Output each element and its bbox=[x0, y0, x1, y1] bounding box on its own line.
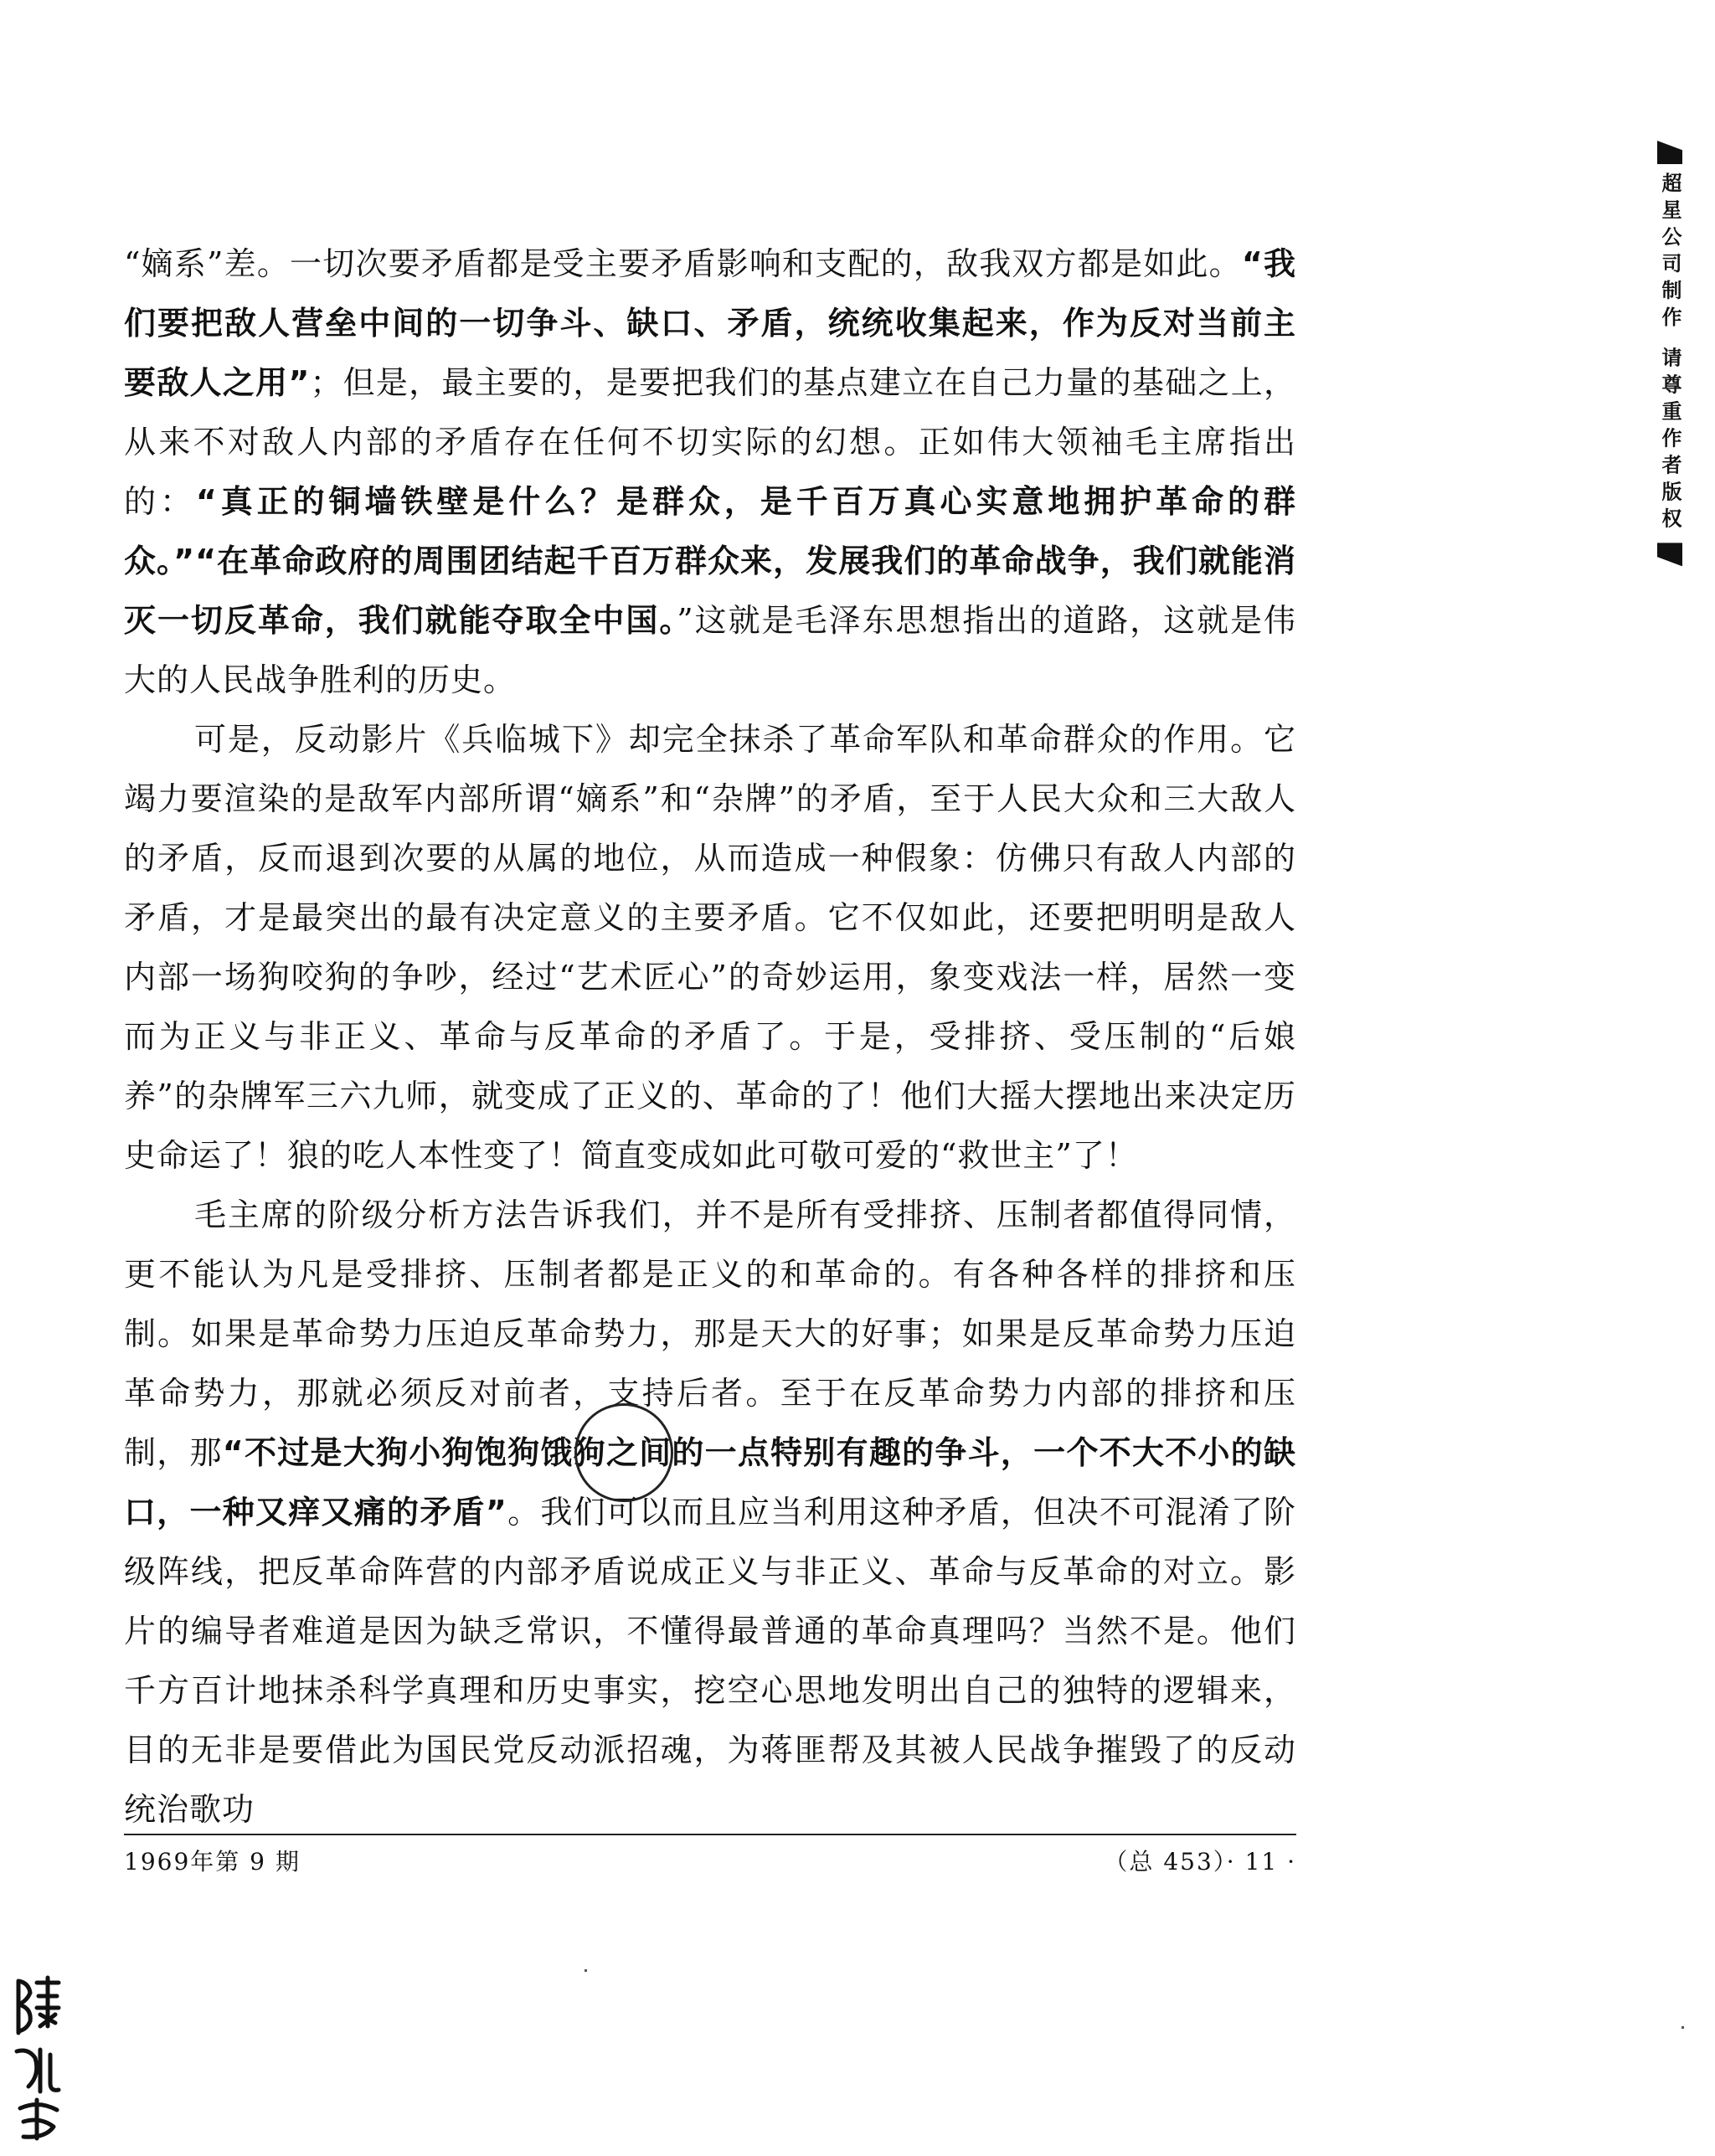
paragraph-2 bbox=[124, 710, 1296, 1186]
text-run: 。我们可以而且应当利用这种矛盾，但决不可混淆了阶级阵线，把反革命阵营的内部矛盾说成正义与非正义、革命与反革命的对立。影片的编导者难道是因为缺乏常识，不懂得最普通的革命真理吗？当然不是。他们千方百计地抹杀科学真理和历史事实，挖空心思地发明出自己的独特的逻辑来，目的无非是要借此为国民党反动派招魂，为蒋匪帮及其被人民战争摧毁了的反动统治歌功 bbox=[124, 1494, 1296, 1828]
quote-bold: “我们要把敌人营垒中间的一切争斗、缺口、矛盾，统统收集起来，作为反对当前主要敌人之用” bbox=[124, 245, 1297, 401]
sidebar-bar-top bbox=[1657, 141, 1682, 164]
scan-speck bbox=[1682, 2026, 1684, 2029]
text-run: ”这就是毛泽东思想指出的道路，这就是伟大的人民战争胜利的历史。 bbox=[124, 602, 1296, 698]
watermark-text: 超星公司制作 请尊重作者版权 bbox=[1658, 172, 1682, 535]
footer-rule bbox=[124, 1834, 1296, 1835]
hand-drawn-circle-mark bbox=[574, 1403, 673, 1502]
text-run: “嫡系”差。一切次要矛盾都是受主要矛盾影响和支配的，敌我双方都是如此。 bbox=[124, 245, 1242, 282]
body-text bbox=[124, 234, 1296, 1840]
scan-speck bbox=[585, 1969, 587, 1972]
quote-bold: “真正的铜墙铁壁是什么？是群众，是千百万真心实意地拥护革命的群众。”“在革命政府的周围团结起千百万群众来，发展我们的革命战争，我们就能消灭一切反革命，我们就能夺取全中国。 bbox=[124, 483, 1296, 639]
page-number: （总 453）· 11 · bbox=[1104, 1848, 1296, 1876]
sidebar-bar-bottom bbox=[1657, 543, 1682, 566]
issue-label: 1969年第 9 期 bbox=[124, 1848, 301, 1876]
quote-bold: “不过是大狗小狗饱狗饿狗之间的一点特别有趣的争斗，一个不大不小的缺口，一种又痒又痛的矛盾” bbox=[124, 1434, 1296, 1531]
paragraph-3 bbox=[124, 1186, 1296, 1840]
text-run: 毛主席的阶级分析方法告诉我们，并不是所有受排挤、压制者都值得同情，更不能认为凡是受排挤、压制者都是正义的和革命的。有各种各样的排挤和压制。如果是革命势力压迫反革命势力，那是天大的好事；如果是反革命势力压迫革命势力，那就必须反对前者，支持后者。至于在反革命势力内部的排挤和压制，那 bbox=[124, 1196, 1296, 1471]
text-run: ；但是，最主要的，是要把我们的基点建立在自己力量的基础之上，从来不对敌人内部的矛盾存在任何不切实际的幻想。正如伟大领袖毛主席指出的： bbox=[124, 364, 1296, 520]
watermark-sidebar bbox=[1653, 141, 1687, 566]
paragraph-1 bbox=[124, 234, 1296, 710]
seal-stamp-icon bbox=[12, 1974, 65, 2142]
text-run: 可是，反动影片《兵临城下》却完全抹杀了革命军队和革命群众的作用。它竭力要渲染的是敌军内部所谓“嫡系”和“杂牌”的矛盾，至于人民大众和三大敌人的矛盾，反而退到次要的从属的地位，从而造成一种假象：仿佛只有敌人内部的矛盾，才是最突出的最有决定意义的主要矛盾。它不仅如此，还要把明明是敌人内部一场狗咬狗的争吵，经过“艺术匠心”的奇妙运用，象变戏法一样，居然一变而为正义与非正义、革命与反革命的矛盾了。于是，受排挤、受压制的“后娘养”的杂牌军三六九师，就变成了正义的、革命的了！他们大摇大摆地出来决定历史命运了！狼的吃人本性变了！简直变成如此可敬可爱的“救世主”了！ bbox=[124, 721, 1296, 1174]
